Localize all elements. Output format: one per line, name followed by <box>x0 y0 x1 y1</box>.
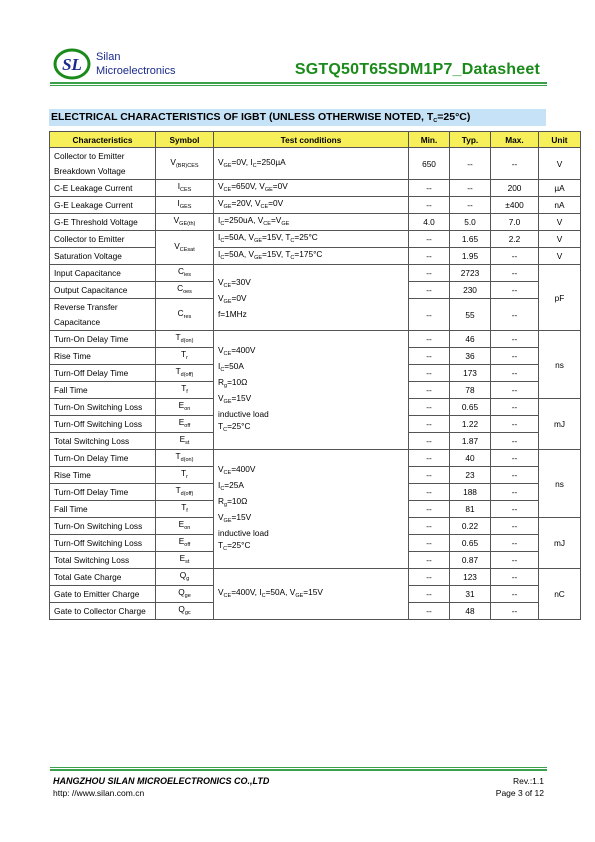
table-row <box>50 569 581 586</box>
symbol-cell: $T_{d(off)}$ <box>156 484 214 501</box>
max-cell: 2.2 <box>491 231 539 248</box>
unit-cell: ns <box>539 450 581 518</box>
typ-cell: 2723 <box>450 265 491 282</box>
char-cell: Turn-On Switching Loss <box>50 399 156 416</box>
table-row <box>50 197 581 214</box>
col-header-typ: Typ. <box>450 132 491 148</box>
table-row <box>50 231 581 248</box>
max-cell: -- <box>491 484 539 501</box>
electrical-characteristics-table <box>49 131 581 620</box>
char-cell: Turn-On Delay Time <box>50 450 156 467</box>
unit-cell: mJ <box>539 518 581 569</box>
char-cell: Total Switching Loss <box>50 433 156 450</box>
unit-cell: nA <box>539 197 581 214</box>
document-title: SGTQ50T65SDM1P7_Datasheet <box>294 61 540 78</box>
typ-cell: 0.87 <box>450 552 491 569</box>
max-cell: -- <box>491 416 539 433</box>
max-cell: -- <box>491 148 539 180</box>
unit-cell: V <box>539 214 581 231</box>
max-cell: 7.0 <box>491 214 539 231</box>
typ-cell: 46 <box>450 331 491 348</box>
unit-cell: nC <box>539 569 581 620</box>
table-row <box>50 331 581 348</box>
company-line-2: Microelectronics <box>96 65 176 77</box>
typ-cell: 188 <box>450 484 491 501</box>
symbol-cell: $T_{d(on)}$ <box>156 450 214 467</box>
min-cell: -- <box>409 365 450 382</box>
max-cell: -- <box>491 282 539 299</box>
typ-cell: 1.65 <box>450 231 491 248</box>
min-cell: -- <box>409 348 450 365</box>
footer-rule <box>50 769 547 771</box>
symbol-cell: $I_{GES}$ <box>156 197 214 214</box>
min-cell: -- <box>409 467 450 484</box>
typ-cell: -- <box>450 197 491 214</box>
section-title: ELECTRICAL CHARACTERISTICS OF IGBT (UNLESS OTHERWISE NOTED, $T_C=25^\circ C$) <box>49 109 546 126</box>
typ-cell: 40 <box>450 450 491 467</box>
typ-cell: 1.22 <box>450 416 491 433</box>
typ-cell: -- <box>450 180 491 197</box>
typ-cell: 230 <box>450 282 491 299</box>
char-cell: Rise Time <box>50 467 156 484</box>
footer-page-number: Page 3 of 12 <box>495 788 544 798</box>
col-header-max: Max. <box>491 132 539 148</box>
min-cell: -- <box>409 382 450 399</box>
min-cell: -- <box>409 180 450 197</box>
max-cell: -- <box>491 365 539 382</box>
max-cell: ±400 <box>491 197 539 214</box>
min-cell: -- <box>409 299 450 331</box>
symbol-cell: $T_r$ <box>156 467 214 484</box>
col-header-symbol: Symbol <box>156 132 214 148</box>
symbol-cell: $V_{(BR)CES}$ <box>156 148 214 180</box>
char-cell: Reverse Transfer Capacitance <box>50 299 156 331</box>
char-cell: Total Switching Loss <box>50 552 156 569</box>
min-cell: -- <box>409 484 450 501</box>
svg-text:SL: SL <box>62 55 82 74</box>
symbol-cell: $Q_g$ <box>156 569 214 586</box>
max-cell: -- <box>491 399 539 416</box>
max-cell: -- <box>491 433 539 450</box>
max-cell: 200 <box>491 180 539 197</box>
silan-logo <box>53 46 91 82</box>
symbol-cell: $Q_{gc}$ <box>156 603 214 620</box>
condition-cell-capacitance: $V_{CE}=30V$ $V_{GE}=0V$ f=1MHz <box>214 265 409 331</box>
min-cell: -- <box>409 282 450 299</box>
table-row <box>50 265 581 282</box>
symbol-cell: $E_{off}$ <box>156 416 214 433</box>
min-cell: -- <box>409 433 450 450</box>
char-cell: Fall Time <box>50 382 156 399</box>
condition-cell-switching-25a: $V_{CE}=400V$ $I_C=25A$ $R_g=10\Omega$ $V_{GE}=15V$ inductive load $T_C=25^\circ C$ <box>214 450 409 569</box>
unit-cell: V <box>539 148 581 180</box>
max-cell: -- <box>491 586 539 603</box>
typ-cell: 5.0 <box>450 214 491 231</box>
condition-cell: $I_C=50A$, $V_{GE}=15V$, $T_C=175^\circ C$ <box>214 248 409 265</box>
typ-cell: 0.65 <box>450 535 491 552</box>
min-cell: 650 <box>409 148 450 180</box>
symbol-cell: $T_f$ <box>156 382 214 399</box>
unit-cell: ns <box>539 331 581 399</box>
table-row <box>50 450 581 467</box>
typ-cell: 0.22 <box>450 518 491 535</box>
condition-cell-switching-50a: $V_{CE}=400V$ $I_C=50A$ $R_g=10\Omega$ $V_{GE}=15V$ inductive load $T_C=25^\circ C$ <box>214 331 409 450</box>
min-cell: 4.0 <box>409 214 450 231</box>
char-cell: Output Capacitance <box>50 282 156 299</box>
symbol-cell: $Q_{ge}$ <box>156 586 214 603</box>
symbol-cell: $E_{on}$ <box>156 518 214 535</box>
typ-cell: 78 <box>450 382 491 399</box>
char-cell: Turn-On Delay Time <box>50 331 156 348</box>
symbol-cell: $V_{GE(th)}$ <box>156 214 214 231</box>
symbol-cell: $T_{d(off)}$ <box>156 365 214 382</box>
footer-rule-thin <box>50 767 547 768</box>
char-cell: Turn-Off Switching Loss <box>50 416 156 433</box>
condition-cell: $I_C=50A$, $V_{GE}=15V$, $T_C=25^\circ C$ <box>214 231 409 248</box>
min-cell: -- <box>409 231 450 248</box>
symbol-cell: $E_{off}$ <box>156 535 214 552</box>
symbol-cell: $T_r$ <box>156 348 214 365</box>
condition-cell: $V_{GE}=20V$, $V_{CE}=0V$ <box>214 197 409 214</box>
max-cell: -- <box>491 450 539 467</box>
min-cell: -- <box>409 331 450 348</box>
unit-cell: µA <box>539 180 581 197</box>
symbol-cell: $C_{oes}$ <box>156 282 214 299</box>
header-rule-thin <box>50 85 547 86</box>
max-cell: -- <box>491 248 539 265</box>
condition-cell: $V_{CE}=650V$, $V_{GE}=0V$ <box>214 180 409 197</box>
col-header-unit: Unit <box>539 132 581 148</box>
min-cell: -- <box>409 265 450 282</box>
min-cell: -- <box>409 586 450 603</box>
char-cell: C-E Leakage Current <box>50 180 156 197</box>
char-cell: Turn-Off Switching Loss <box>50 535 156 552</box>
header-rule <box>50 82 547 84</box>
char-cell: Rise Time <box>50 348 156 365</box>
condition-cell-gate-charge: $V_{CE}=400V$, $I_C=50A$, $V_{GE}=15V$ <box>214 569 409 620</box>
min-cell: -- <box>409 248 450 265</box>
max-cell: -- <box>491 348 539 365</box>
table-row <box>50 214 581 231</box>
symbol-cell: $E_{on}$ <box>156 399 214 416</box>
char-cell: Turn-On Switching Loss <box>50 518 156 535</box>
max-cell: -- <box>491 569 539 586</box>
char-cell: G-E Leakage Current <box>50 197 156 214</box>
company-line-1: Silan <box>96 51 121 63</box>
condition-cell: $I_C=250uA$, $V_{CE}=V_{GE}$ <box>214 214 409 231</box>
col-header-characteristics: Characteristics <box>50 132 156 148</box>
max-cell: -- <box>491 552 539 569</box>
col-header-test-conditions: Test conditions <box>214 132 409 148</box>
max-cell: -- <box>491 265 539 282</box>
typ-cell: 23 <box>450 467 491 484</box>
unit-cell: V <box>539 231 581 248</box>
max-cell: -- <box>491 382 539 399</box>
symbol-cell: $T_f$ <box>156 501 214 518</box>
char-cell: Turn-Off Delay Time <box>50 484 156 501</box>
company-name <box>96 50 175 78</box>
table-row <box>50 148 581 180</box>
typ-cell: 0.65 <box>450 399 491 416</box>
char-cell: Collector to Emitter Breakdown Voltage <box>50 148 156 180</box>
footer-url[interactable]: http: //www.silan.com.cn <box>53 788 145 798</box>
min-cell: -- <box>409 569 450 586</box>
typ-cell: 48 <box>450 603 491 620</box>
max-cell: -- <box>491 299 539 331</box>
condition-cell: $V_{GE}=0V$, $I_C=250\mu A$ <box>214 148 409 180</box>
typ-cell: 36 <box>450 348 491 365</box>
typ-cell: 55 <box>450 299 491 331</box>
typ-cell: 173 <box>450 365 491 382</box>
char-cell: Gate to Collector Charge <box>50 603 156 620</box>
unit-cell: V <box>539 248 581 265</box>
char-cell: Turn-Off Delay Time <box>50 365 156 382</box>
min-cell: -- <box>409 603 450 620</box>
typ-cell: 1.87 <box>450 433 491 450</box>
table-header-row <box>50 132 581 148</box>
symbol-cell: $C_{ies}$ <box>156 265 214 282</box>
min-cell: -- <box>409 399 450 416</box>
typ-cell: -- <box>450 148 491 180</box>
table-row <box>50 180 581 197</box>
min-cell: -- <box>409 501 450 518</box>
unit-cell: pF <box>539 265 581 331</box>
footer-revision: Rev.:1.1 <box>512 776 544 786</box>
col-header-min: Min. <box>409 132 450 148</box>
char-cell: Fall Time <box>50 501 156 518</box>
min-cell: -- <box>409 450 450 467</box>
max-cell: -- <box>491 518 539 535</box>
typ-cell: 81 <box>450 501 491 518</box>
symbol-cell: $I_{CES}$ <box>156 180 214 197</box>
min-cell: -- <box>409 535 450 552</box>
char-cell: Total Gate Charge <box>50 569 156 586</box>
char-cell: Saturation Voltage <box>50 248 156 265</box>
max-cell: -- <box>491 535 539 552</box>
char-cell: Input Capacitance <box>50 265 156 282</box>
min-cell: -- <box>409 552 450 569</box>
min-cell: -- <box>409 518 450 535</box>
symbol-cell: $V_{CEsat}$ <box>156 231 214 265</box>
min-cell: -- <box>409 197 450 214</box>
typ-cell: 31 <box>450 586 491 603</box>
table-row <box>50 248 581 265</box>
min-cell: -- <box>409 416 450 433</box>
max-cell: -- <box>491 501 539 518</box>
max-cell: -- <box>491 603 539 620</box>
symbol-cell: $T_{d(on)}$ <box>156 331 214 348</box>
char-cell: G-E Threshold Voltage <box>50 214 156 231</box>
char-cell: Gate to Emitter Charge <box>50 586 156 603</box>
max-cell: -- <box>491 467 539 484</box>
max-cell: -- <box>491 331 539 348</box>
unit-cell: mJ <box>539 399 581 450</box>
footer-company: HANGZHOU SILAN MICROELECTRONICS CO.,LTD <box>53 776 270 786</box>
typ-cell: 123 <box>450 569 491 586</box>
char-cell: Collector to Emitter <box>50 231 156 248</box>
symbol-cell: $C_{res}$ <box>156 299 214 331</box>
typ-cell: 1.95 <box>450 248 491 265</box>
symbol-cell: $E_{st}$ <box>156 433 214 450</box>
symbol-cell: $E_{st}$ <box>156 552 214 569</box>
